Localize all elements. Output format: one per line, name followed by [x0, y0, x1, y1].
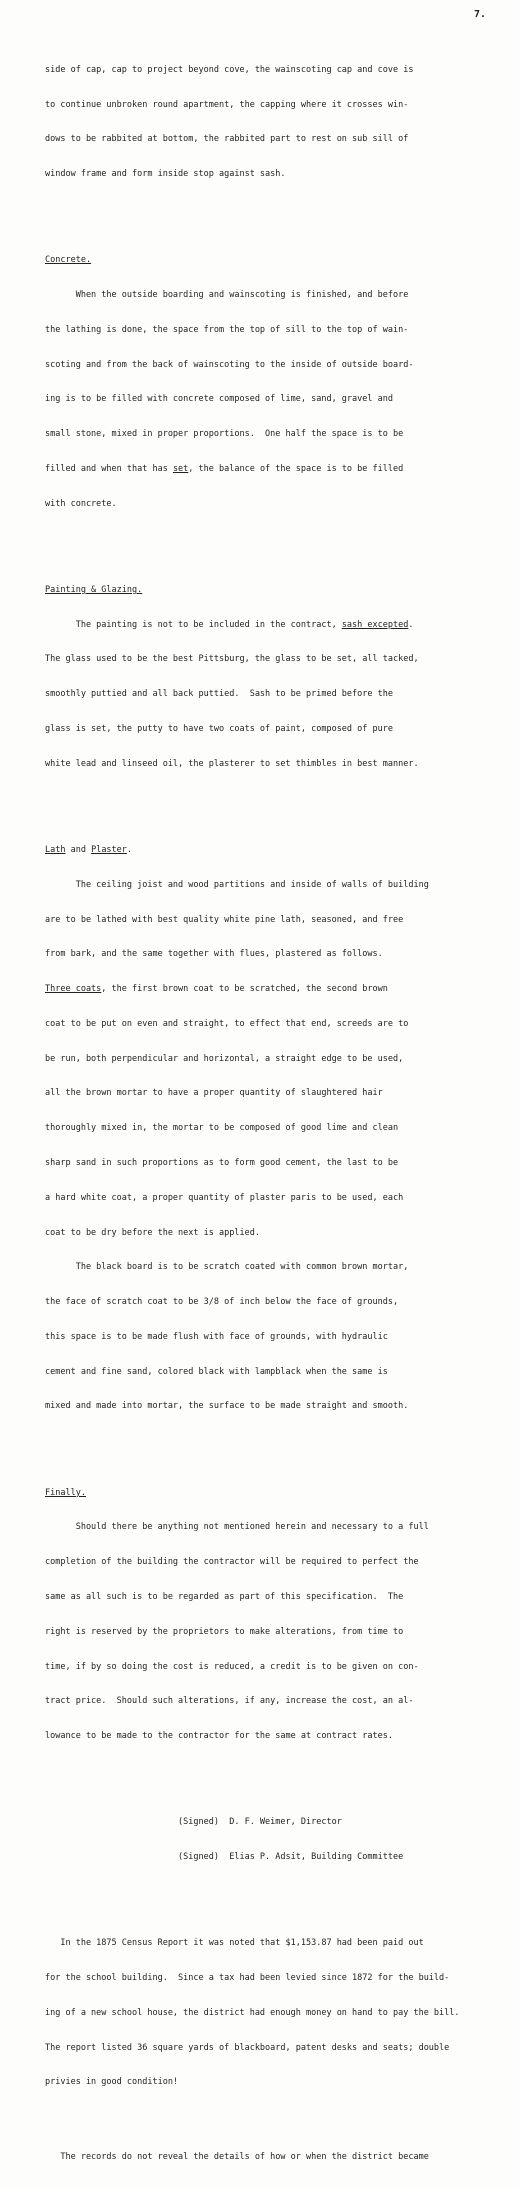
text-span: , the first brown coat to be scratched, the second brown [101, 984, 388, 995]
underlined-phrase: Three coats [45, 984, 102, 995]
text-line: tract price. Should such alterations, if any, increase the cost, an al- [45, 1696, 414, 1707]
text-line: the lathing is done, the space from the top of sill to the top of wain- [45, 324, 409, 335]
text-line: scoting and from the back of wainscoting to the inside of outside board- [45, 359, 414, 370]
text-line: from bark, and the same together with flues, plastered as follows. [45, 949, 383, 960]
text-line [45, 464, 497, 476]
text-line: small stone, mixed in proper proportions. One half the space is to be [45, 429, 404, 440]
text-line: coat to be put on even and straight, to effect that end, screeds are to [45, 1018, 409, 1029]
text-line: right is reserved by the proprietors to make alterations, from time to [45, 1626, 404, 1637]
text-line: In the 1875 Census Report it was noted that $1,153.87 had been paid out [45, 1938, 424, 1949]
text-line: white lead and linseed oil, the plasterer to set thimbles in best manner. [45, 758, 419, 769]
text-line: same as all such is to be regarded as part of this specification. The [45, 1591, 404, 1602]
section-heading-lath [45, 845, 497, 857]
underlined-word: set [172, 463, 189, 474]
text-line: Should there be anything not mentioned herein and necessary to a full [45, 1522, 429, 1533]
text-line [45, 620, 497, 632]
section-heading-painting: Painting & Glazing. [45, 584, 143, 595]
text-line: The glass used to be the best Pittsburg, the glass to be set, all tacked, [45, 654, 419, 665]
section-heading-concrete: Concrete. [45, 255, 92, 266]
text-line: all the brown mortar to have a proper quantity of slaughtered hair [45, 1088, 383, 1099]
text-line: glass is set, the putty to have two coats of paint, composed of pure [45, 724, 393, 735]
text-line: with concrete. [45, 498, 117, 509]
text-line: privies in good condition! [45, 2077, 179, 2088]
document-body [45, 30, 497, 2187]
text-line: coat to be dry before the next is applied. [45, 1227, 260, 1238]
text-line: the face of scratch coat to be 3/8 of inch below the face of grounds, [45, 1297, 399, 1308]
text-line: to continue unbroken round apartment, the capping where it crosses win- [45, 99, 409, 110]
text-span: . [408, 619, 414, 630]
text-line: window frame and form inside stop against sash. [45, 169, 286, 180]
text-line: time, if by so doing the cost is reduced, a credit is to be given on con- [45, 1661, 419, 1672]
section-heading-finally: Finally. [45, 1487, 86, 1498]
heading-word: and [65, 844, 92, 855]
page-number: 7. [473, 9, 486, 20]
text-line: ing of a new school house, the district had enough money on hand to pay the bill. [45, 2007, 460, 2018]
text-line: side of cap, cap to project beyond cove, the wainscoting cap and cove is [45, 64, 414, 75]
underlined-phrase: sash excepted [341, 619, 409, 630]
text-line: completion of the building the contractor will be required to perfect the [45, 1557, 419, 1568]
text-line: ing is to be filled with concrete composed of lime, sand, gravel and [45, 394, 393, 405]
text-line: a hard white coat, a proper quantity of plaster paris to be used, each [45, 1192, 404, 1203]
text-line: cement and fine sand, colored black with lampblack when the same is [45, 1366, 388, 1377]
text-line: thoroughly mixed in, the mortar to be composed of good lime and clean [45, 1123, 399, 1134]
signature-line: (Signed) D. F. Weimer, Director [45, 1817, 342, 1828]
text-line: The report listed 36 square yards of blackboard, patent desks and seats; double [45, 2042, 450, 2053]
signature-line: (Signed) Elias P. Adsit, Building Committee [45, 1852, 404, 1863]
heading-word: Plaster [91, 844, 127, 855]
heading-word: . [126, 844, 133, 855]
text-line: lowance to be made to the contractor for the same at contract rates. [45, 1731, 393, 1742]
text-line: for the school building. Since a tax had been levied since 1872 for the build- [45, 1972, 450, 1983]
text-line: When the outside boarding and wainscoting is finished, and before [45, 290, 409, 301]
text-line: smoothly puttied and all back puttied. Sash to be primed before the [45, 689, 393, 700]
text-line [45, 984, 497, 996]
text-line: sharp sand in such proportions as to form good cement, the last to be [45, 1158, 399, 1168]
text-line: The records do not reveal the details of how or when the district became [45, 2151, 429, 2162]
text-line: The black board is to be scratch coated with common brown mortar, [45, 1262, 409, 1273]
text-line: dows to be rabbited at bottom, the rabbited part to rest on sub sill of [45, 134, 409, 145]
heading-word: Lath [45, 844, 66, 855]
text-span: The painting is not to be included in the contract, [45, 619, 342, 630]
text-line: mixed and made into mortar, the surface to be made straight and smooth. [45, 1401, 409, 1412]
text-line: are to be lathed with best quality white pine lath, seasoned, and free [45, 914, 404, 925]
text-span: , the balance of the space is to be filled [188, 463, 404, 474]
text-line: be run, both perpendicular and horizontal, a straight edge to be used, [45, 1053, 404, 1064]
text-line: The ceiling joist and wood partitions and inside of walls of building [45, 879, 429, 890]
text-line: this space is to be made flush with face of grounds, with hydraulic [45, 1331, 388, 1342]
text-span: filled and when that has [45, 463, 173, 474]
